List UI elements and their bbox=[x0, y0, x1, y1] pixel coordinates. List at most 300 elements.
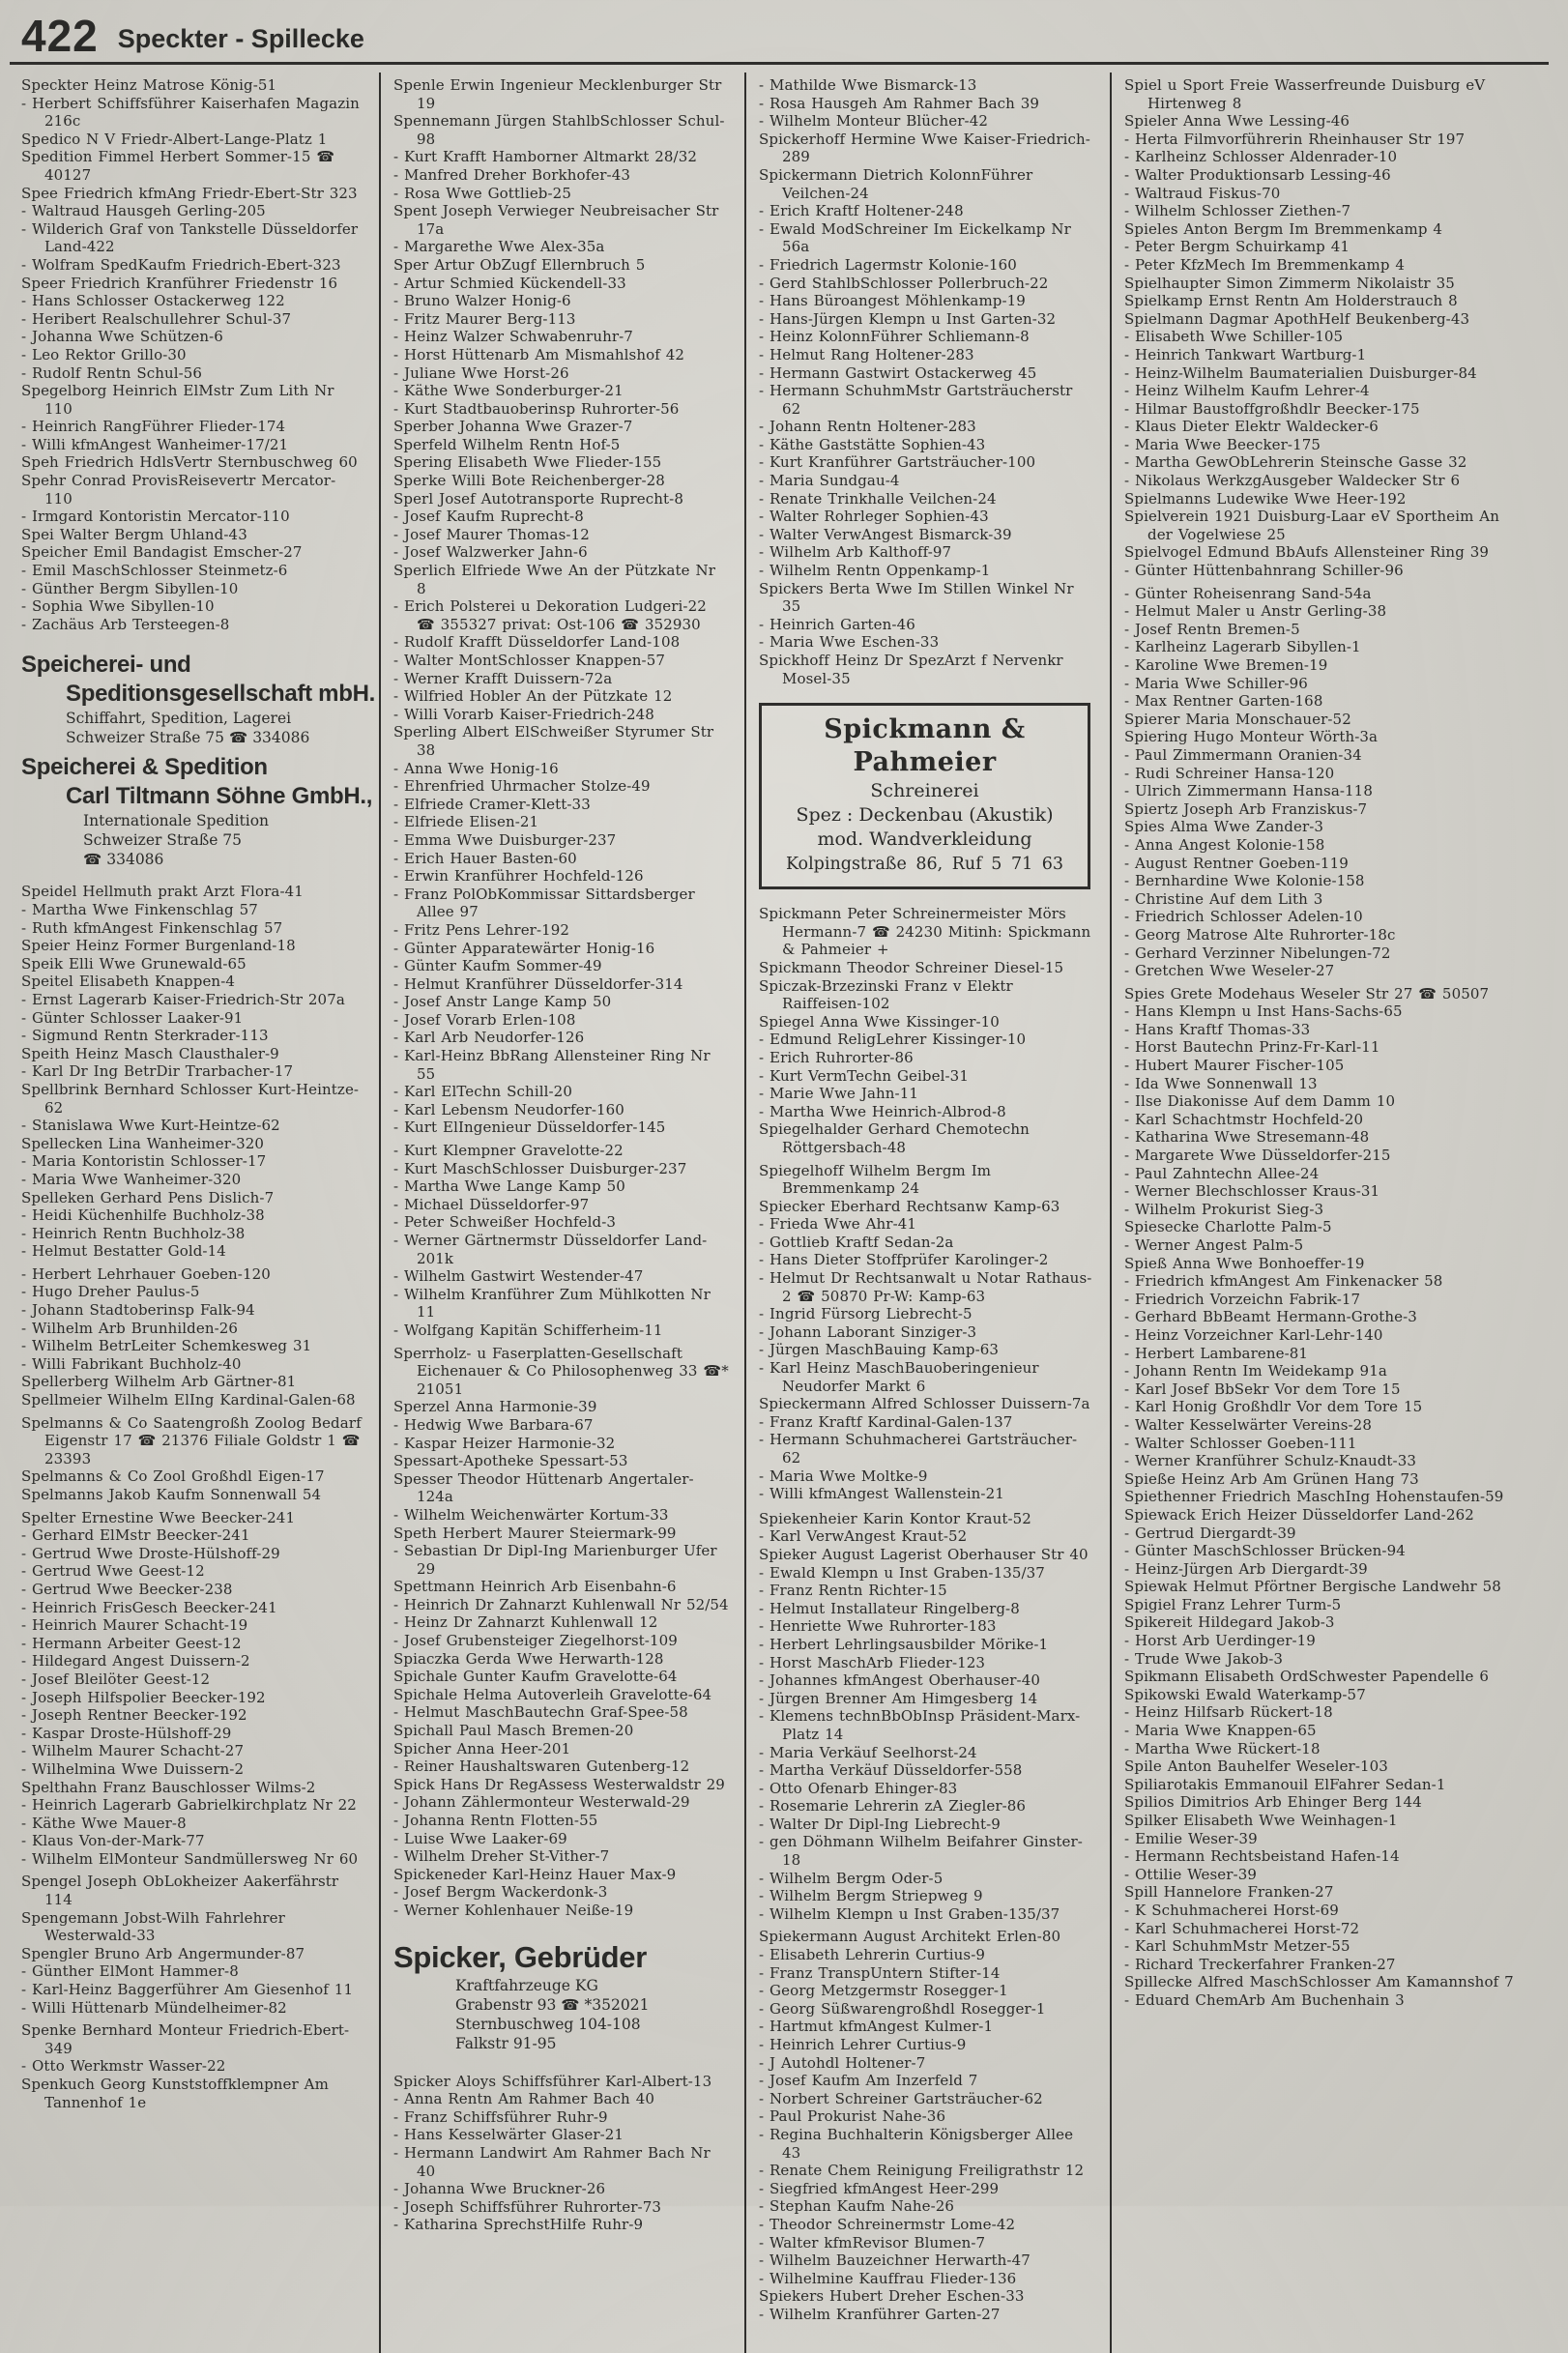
directory-subentry: - Karl VerwAngest Kraut-52 bbox=[759, 1527, 968, 1546]
directory-entry: Spicher Anna Heer-201 bbox=[393, 1739, 571, 1757]
directory-subentry: - Klaus Dieter Elektr Waldecker-6 bbox=[1124, 418, 1379, 436]
directory-subentry: - Hermann Gastwirt Ostackerweg 45 bbox=[759, 363, 1037, 382]
directory-subentry: - Reiner Haushaltswaren Gutenberg-12 bbox=[393, 1757, 690, 1776]
spacer bbox=[393, 1920, 729, 1935]
directory-subentry: - Stephan Kaufm Nahe-26 bbox=[759, 2197, 955, 2216]
directory-subentry: - Elfriede Elisen-21 bbox=[393, 813, 539, 831]
directory-subentry: - Wolfram SpedKaufm Friedrich-Ebert-323 bbox=[21, 255, 341, 274]
directory-subentry: - Gertrud Wwe Geest-12 bbox=[21, 1562, 205, 1581]
directory-subentry: - Erich Kraftf Holtener-248 bbox=[759, 202, 964, 220]
directory-entry: Speicher Emil Bandagist Emscher-27 bbox=[21, 543, 303, 562]
directory-subentry: - Günter Schlosser Laaker-91 bbox=[21, 1008, 244, 1027]
directory-subentry: - Karl Honig Großhdlr Vor dem Tore 15 bbox=[1124, 1398, 1423, 1416]
directory-subentry: - Maria Sundgau-4 bbox=[759, 472, 900, 490]
directory-subentry: - Hedwig Wwe Barbara-67 bbox=[393, 1415, 594, 1434]
directory-subentry: - Friedrich Schlosser Adelen-10 bbox=[1124, 908, 1363, 926]
column-2 bbox=[379, 73, 744, 2353]
directory-subentry: - Waltraud Hausgeh Gerling-205 bbox=[21, 202, 266, 220]
directory-entry: Spiekermann August Architekt Erlen-80 bbox=[759, 1928, 1061, 1946]
directory-entry: Spielhaupter Simon Zimmerm Nikolaistr 35 bbox=[1124, 274, 1455, 292]
directory-subentry: - August Rentner Goeben-119 bbox=[1124, 854, 1349, 872]
directory-subentry: - Wilhelm Arb Kalthoff-97 bbox=[759, 543, 952, 562]
directory-entry: Spickhoff Heinz Dr SpezArzt f Nervenkr Mosel-35 bbox=[759, 652, 1063, 687]
directory-subentry: - Josef Kaufm Ruprecht-8 bbox=[393, 508, 584, 526]
directory-subentry: - Heinrich Lehrer Curtius-9 bbox=[759, 2036, 967, 2053]
directory-subentry: - Helmut Dr Rechtsanwalt u Notar Rathaus-2 ☎ 50870 Pr-W: Kamp-63 bbox=[759, 1269, 1092, 1305]
directory-subentry: - Paul Zahntechn Allee-24 bbox=[1124, 1164, 1320, 1182]
directory-subentry: - Josef Rentn Bremen-5 bbox=[1124, 620, 1300, 638]
directory-subentry: - Georg Matrose Alte Ruhrorter-18c bbox=[1124, 925, 1396, 944]
directory-subentry: - K Schuhmacherei Horst-69 bbox=[1124, 1901, 1339, 1919]
directory-subentry: - Klaus Von-der-Mark-77 bbox=[21, 1832, 205, 1850]
directory-subentry: - Günter Kaufm Sommer-49 bbox=[393, 957, 602, 975]
directory-entry: Speier Heinz Former Burgenland-18 bbox=[21, 937, 296, 955]
directory-entry: Spielvogel Edmund BbAufs Allensteiner Ring 39 bbox=[1124, 543, 1490, 562]
directory-subentry: - Henriette Wwe Ruhrorter-183 bbox=[759, 1617, 997, 1636]
directory-subentry: - Kurt Krafft Hamborner Altmarkt 28/32 bbox=[393, 148, 697, 166]
directory-entry: Spill Hannelore Franken-27 bbox=[1124, 1883, 1334, 1902]
directory-subentry: - Gertrud Wwe Droste-Hülshoff-29 bbox=[21, 1544, 280, 1562]
directory-subentry: - Elfriede Cramer-Klett-33 bbox=[393, 795, 591, 813]
directory-subentry: - Ilse Diakonisse Auf dem Damm 10 bbox=[1124, 1092, 1396, 1111]
directory-subentry: - Wolfgang Kapitän Schifferheim-11 bbox=[393, 1321, 663, 1339]
directory-subentry: - Eduard ChemArb Am Buchenhain 3 bbox=[1124, 1990, 1405, 2009]
directory-entry: Speckter Heinz Matrose König-51 bbox=[21, 76, 277, 94]
ad-line: Speditionsgesellschaft mbH. bbox=[66, 681, 375, 708]
directory-entry: Spicker Aloys Schiffsführer Karl-Albert-13 bbox=[393, 2072, 712, 2090]
directory-subentry: - Anna Rentn Am Rahmer Bach 40 bbox=[393, 2090, 654, 2108]
directory-subentry: - Herbert Lambarene-81 bbox=[1124, 1344, 1309, 1362]
directory-subentry: - Rudi Schreiner Hansa-120 bbox=[1124, 764, 1335, 782]
directory-entry: Spedition Fimmel Herbert Sommer-15 ☎ 40127 bbox=[21, 148, 335, 184]
directory-subentry: - Wilhelm Rentn Oppenkamp-1 bbox=[759, 562, 991, 580]
directory-subentry: - Ottilie Weser-39 bbox=[1124, 1865, 1257, 1883]
directory-entry: Spikmann Elisabeth OrdSchwester Papendelle 6 bbox=[1124, 1668, 1489, 1686]
ad-line: ☎ 334086 bbox=[83, 851, 164, 869]
directory-subentry: - Renate Trinkhalle Veilchen-24 bbox=[759, 489, 997, 508]
directory-subentry: - Käthe Wwe Sonderburger-21 bbox=[393, 382, 624, 400]
directory-entry: Spielmann Dagmar ApothHelf Beukenberg-43 bbox=[1124, 309, 1470, 328]
directory-subentry: - Werner Kohlenhauer Neiße-19 bbox=[393, 1901, 634, 1919]
directory-entry: Spelmanns & Co Zool Großhdl Eigen-17 bbox=[21, 1467, 325, 1486]
directory-entry: Spieler Anna Wwe Lessing-46 bbox=[1124, 112, 1350, 131]
directory-subentry: - Wilhelm Klempn u Inst Graben-135/37 bbox=[759, 1904, 1060, 1923]
directory-subentry: - Hubert Maurer Fischer-105 bbox=[1124, 1057, 1345, 1075]
directory-entry: Spilios Dimitrios Arb Ehinger Berg 144 bbox=[1124, 1793, 1422, 1812]
directory-entry: Spenle Erwin Ingenieur Mecklenburger Str 19 bbox=[393, 76, 722, 112]
directory-subentry: - Gertrud Wwe Beecker-238 bbox=[21, 1580, 233, 1598]
header-rule bbox=[10, 62, 1549, 65]
directory-subentry: - Anna Wwe Honig-16 bbox=[393, 759, 559, 777]
directory-entry: Spielverein 1921 Duisburg-Laar eV Sportheim An der Vogelwiese 25 bbox=[1124, 508, 1499, 543]
directory-entry: Sperzel Anna Harmonie-39 bbox=[393, 1398, 597, 1416]
directory-entry: Spiecker Eberhard Rechtsanw Kamp-63 bbox=[759, 1197, 1060, 1215]
directory-entry: Spettmann Heinrich Arb Eisenbahn-6 bbox=[393, 1578, 677, 1596]
directory-subentry: - Siegfried kfmAngest Heer-299 bbox=[759, 2179, 1000, 2197]
directory-subentry: - Rosemarie Lehrerin zA Ziegler-86 bbox=[759, 1797, 1027, 1816]
ad-carl-tiltmann-soehne bbox=[21, 753, 373, 869]
directory-columns bbox=[19, 73, 1543, 2353]
directory-subentry: - Ingrid Fürsorg Liebrecht-5 bbox=[759, 1305, 973, 1323]
directory-subentry: - Ehrenfried Uhrmacher Stolze-49 bbox=[393, 777, 651, 796]
directory-subentry: - Heinz Hilfsarb Rückert-18 bbox=[1124, 1703, 1333, 1722]
directory-subentry: - Josef Kaufm Am Inzerfeld 7 bbox=[759, 2072, 978, 2090]
directory-entry: Spickers Berta Wwe Im Stillen Winkel Nr 35 bbox=[759, 579, 1074, 616]
directory-entry: Spedico N V Friedr-Albert-Lange-Platz 1 bbox=[21, 130, 328, 148]
directory-subentry: - Johanna Rentn Flotten-55 bbox=[393, 1812, 598, 1829]
directory-subentry: - Artur Schmied Kückendell-33 bbox=[393, 274, 626, 292]
directory-subentry: - Anna Angest Kolonie-158 bbox=[1124, 835, 1325, 854]
directory-subentry: - Walter Kesselwärter Vereins-28 bbox=[1124, 1415, 1372, 1434]
directory-subentry: - Bruno Walzer Honig-6 bbox=[393, 292, 571, 310]
directory-subentry: - Theodor Schreinermstr Lome-42 bbox=[759, 2215, 1016, 2233]
directory-entry: Spiewack Erich Heizer Düsseldorfer Land-262 bbox=[1124, 1505, 1474, 1524]
directory-subentry: - Franz TranspUntern Stifter-14 bbox=[759, 1963, 1001, 1982]
directory-subentry: - Karl ElTechn Schill-20 bbox=[393, 1083, 572, 1101]
directory-subentry: - Hans Schlosser Ostackerweg 122 bbox=[21, 292, 285, 310]
directory-subentry: - Emil MaschSchlosser Steinmetz-6 bbox=[21, 562, 288, 580]
directory-entry: Spiegelhoff Wilhelm Bergm Im Bremmenkamp 24 bbox=[759, 1161, 992, 1198]
directory-subentry: - Wilhelm Schlosser Ziethen-7 bbox=[1124, 202, 1351, 220]
directory-subentry: - Trude Wwe Jakob-3 bbox=[1124, 1649, 1284, 1668]
directory-subentry: - Hans Klempn u Inst Hans-Sachs-65 bbox=[1124, 1002, 1403, 1021]
directory-entry: Sperfeld Wilhelm Rentn Hof-5 bbox=[393, 435, 621, 453]
spacer bbox=[759, 897, 1094, 905]
page-header bbox=[19, 11, 1543, 62]
directory-subentry: - Wilhelmina Wwe Duissern-2 bbox=[21, 1759, 245, 1778]
directory-entry: Spiekers Hubert Dreher Eschen-33 bbox=[759, 2287, 1025, 2306]
directory-subentry: - Peter KfzMech Im Bremmenkamp 4 bbox=[1124, 255, 1406, 274]
directory-entry: Spiering Hugo Monteur Wörth-3a bbox=[1124, 728, 1379, 746]
directory-subentry: - Klemens technBbObInsp Präsident-Marx-Platz 14 bbox=[759, 1707, 1081, 1743]
directory-subentry: - Hermann Schuhmacherei Gartsträucher-62 bbox=[759, 1431, 1078, 1467]
directory-entry: Spickermann Dietrich KolonnFührer Veilchen-24 bbox=[759, 165, 1033, 202]
directory-subentry: - Joseph Hilfspolier Beecker-192 bbox=[21, 1688, 266, 1706]
ad-line: Speicherei & Spedition bbox=[21, 754, 268, 781]
directory-subentry: - Helmut MaschBautechn Graf-Spee-58 bbox=[393, 1703, 688, 1722]
directory-subentry: - Paul Zimmermann Oranien-34 bbox=[1124, 745, 1362, 764]
page-number: 422 bbox=[21, 11, 99, 61]
directory-entry: Speik Elli Wwe Grunewald-65 bbox=[21, 954, 247, 973]
directory-subentry: - Gerd StahlbSchlosser Pollerbruch-22 bbox=[759, 274, 1049, 292]
directory-subentry: - Karl Schuhmacherei Horst-72 bbox=[1124, 1919, 1360, 1937]
directory-subentry: - Heinz-Wilhelm Baumaterialien Duisburger-84 bbox=[1124, 363, 1477, 382]
ad-spicker-gebrueder bbox=[393, 1939, 729, 2053]
directory-subentry: - Hans Büroangest Möhlenkamp-19 bbox=[759, 292, 1026, 310]
directory-entry: Spesser Theodor Hüttenarb Angertaler-124a bbox=[393, 1469, 694, 1506]
directory-subentry: - Hermann Arbeiter Geest-12 bbox=[21, 1634, 242, 1652]
directory-entry: Spieles Anton Bergm Im Bremmenkamp 4 bbox=[1124, 219, 1443, 238]
directory-entry: Spikereit Hildegard Jakob-3 bbox=[1124, 1613, 1335, 1632]
directory-subentry: - Walter kfmRevisor Blumen-7 bbox=[759, 2233, 986, 2251]
directory-subentry: - Jürgen MaschBauing Kamp-63 bbox=[759, 1341, 1000, 1359]
directory-subentry: - Werner Gärtnermstr Düsseldorfer Land-201k bbox=[393, 1232, 708, 1267]
directory-entry: Spichall Paul Masch Bremen-20 bbox=[393, 1722, 634, 1740]
directory-subentry: - Fritz Pens Lehrer-192 bbox=[393, 920, 570, 939]
directory-entry: Sperke Willi Bote Reichenberger-28 bbox=[393, 472, 665, 490]
directory-subentry: - Günter Roheisenrang Sand-54a bbox=[1124, 584, 1372, 602]
directory-subentry: - Georg Süßwarengroßhdl Rosegger-1 bbox=[759, 1999, 1046, 2018]
directory-subentry: - Gerhard BbBeamt Hermann-Grothe-3 bbox=[1124, 1308, 1417, 1326]
directory-subentry: - Günter MaschSchlosser Brücken-94 bbox=[1124, 1542, 1406, 1560]
directory-subentry: - Heinrich RangFührer Flieder-174 bbox=[21, 418, 286, 436]
directory-subentry: - Michael Düsseldorfer-97 bbox=[393, 1195, 590, 1213]
directory-subentry: - Heinz-Jürgen Arb Diergardt-39 bbox=[1124, 1559, 1368, 1578]
directory-subentry: - Friedrich Vorzeichn Fabrik-17 bbox=[1124, 1290, 1361, 1308]
directory-subentry: - Ewald Klempn u Inst Graben-135/37 bbox=[759, 1563, 1045, 1582]
directory-subentry: - Josef Grubensteiger Ziegelhorst-109 bbox=[393, 1632, 678, 1650]
ad-line: Falkstr 91-95 bbox=[455, 2034, 557, 2052]
directory-subentry: - Sophia Wwe Sibyllen-10 bbox=[21, 597, 215, 616]
directory-subentry: - Karlheinz Lagerarb Sibyllen-1 bbox=[1124, 638, 1361, 656]
directory-entry: Spegelborg Heinrich ElMstr Zum Lith Nr 110 bbox=[21, 382, 334, 418]
directory-subentry: - Walter Rohrleger Sophien-43 bbox=[759, 508, 989, 526]
directory-subentry: - Franz PolObKommissar Sittardsberger Allee 97 bbox=[393, 885, 695, 921]
directory-subentry: - Horst Arb Uerdinger-19 bbox=[1124, 1632, 1316, 1650]
directory-subentry: - Luise Wwe Laaker-69 bbox=[393, 1829, 567, 1847]
directory-entry: Spelter Ernestine Wwe Beecker-241 bbox=[21, 1508, 296, 1526]
directory-subentry: - Maria Wwe Eschen-33 bbox=[759, 633, 940, 652]
directory-subentry: - Heinz Vorzeichner Karl-Lehr-140 bbox=[1124, 1325, 1383, 1344]
directory-subentry: - Horst Hüttenarb Am Mismahlshof 42 bbox=[393, 345, 685, 363]
directory-subentry: - Josef Maurer Thomas-12 bbox=[393, 525, 590, 543]
directory-entry: Spickeneder Karl-Heinz Hauer Max-9 bbox=[393, 1865, 677, 1883]
directory-entry: Spile Anton Bauhelfer Weseler-103 bbox=[1124, 1757, 1388, 1776]
directory-entry: Spiekenheier Karin Kontor Kraut-52 bbox=[759, 1509, 1031, 1527]
directory-subentry: - Emilie Weser-39 bbox=[1124, 1829, 1258, 1847]
directory-entry: Spellbrink Bernhard Schlosser Kurt-Heintze-62 bbox=[21, 1080, 360, 1117]
directory-subentry: - Emma Wwe Duisburger-237 bbox=[393, 830, 617, 849]
directory-subentry: - Kurt Klempner Gravelotte-22 bbox=[393, 1142, 624, 1160]
directory-entry: Spiczak-Brzezinski Franz v Elektr Raiffeisen-102 bbox=[759, 976, 1013, 1013]
directory-entry: Spikowski Ewald Waterkamp-57 bbox=[1124, 1685, 1366, 1703]
directory-entry: Spies Grete Modehaus Weseler Str 27 ☎ 50507 bbox=[1124, 984, 1490, 1002]
directory-entry: Spee Friedrich kfmAng Friedr-Ebert-Str 323 bbox=[21, 184, 358, 202]
directory-entry: Spiliarotakis Emmanouil ElFahrer Sedan-1 bbox=[1124, 1775, 1446, 1793]
directory-subentry: - Margarete Wwe Düsseldorfer-215 bbox=[1124, 1147, 1391, 1165]
directory-subentry: - Otto Werkmstr Wasser-22 bbox=[21, 2057, 226, 2076]
directory-subentry: - Heinrich Garten-46 bbox=[759, 615, 915, 633]
directory-subentry: - Martha Wwe Rückert-18 bbox=[1124, 1739, 1321, 1757]
directory-subentry: - Hilmar Baustoffgroßhdlr Beecker-175 bbox=[1124, 399, 1420, 418]
directory-subentry: - Willi kfmAngest Wallenstein-21 bbox=[759, 1485, 1004, 1503]
directory-subentry: - Josef Walzwerker Jahn-6 bbox=[393, 543, 588, 562]
directory-subentry: - Fritz Maurer Berg-113 bbox=[393, 309, 576, 328]
directory-subentry: - Hermann SchuhmMstr Gartsträucherstr 62 bbox=[759, 382, 1073, 418]
directory-subentry: - Heinz Walzer Schwabenruhr-7 bbox=[393, 328, 633, 346]
ad-line: Schiffahrt, Spedition, Lagerei bbox=[66, 710, 292, 728]
directory-subentry: - Friedrich kfmAngest Am Finkenacker 58 bbox=[1124, 1272, 1443, 1291]
column-4 bbox=[1110, 73, 1543, 2353]
directory-entry: Sperling Albert ElSchweißer Styrumer Str 38 bbox=[393, 723, 714, 759]
directory-subentry: - Zachäus Arb Tersteegen-8 bbox=[21, 615, 230, 633]
directory-subentry: - Irmgard Kontoristin Mercator-110 bbox=[21, 508, 290, 526]
directory-subentry: - Stanislawa Wwe Kurt-Heintze-62 bbox=[21, 1117, 280, 1135]
directory-entry: Spelleken Gerhard Pens Dislich-7 bbox=[21, 1188, 275, 1206]
directory-entry: Spellecken Lina Wanheimer-320 bbox=[21, 1134, 265, 1152]
directory-subentry: - Max Rentner Garten-168 bbox=[1124, 692, 1323, 711]
directory-subentry: - Herta Filmvorführerin Rheinhauser Str 197 bbox=[1124, 130, 1466, 148]
directory-subentry: - Werner Angest Palm-5 bbox=[1124, 1236, 1304, 1254]
directory-subentry: - Franz Rentn Richter-15 bbox=[759, 1582, 947, 1600]
directory-subentry: - Ulrich Zimmermann Hansa-118 bbox=[1124, 782, 1373, 800]
directory-subentry: - Maria Wwe Moltke-9 bbox=[759, 1467, 928, 1485]
directory-subentry: - Helmut Bestatter Gold-14 bbox=[21, 1242, 226, 1261]
directory-subentry: - Peter Schweißer Hochfeld-3 bbox=[393, 1213, 617, 1232]
directory-entry: Spiewak Helmut Pförtner Bergische Landwehr 58 bbox=[1124, 1578, 1501, 1596]
directory-subentry: - J Autohdl Holtener-7 bbox=[759, 2053, 926, 2072]
directory-subentry: - Karl Heinz MaschBauoberingenieur Neudorfer Markt 6 bbox=[759, 1359, 1039, 1395]
directory-subentry: - Rosa Wwe Gottlieb-25 bbox=[393, 184, 571, 202]
directory-entry: Spelthahn Franz Bauschlosser Wilms-2 bbox=[21, 1778, 316, 1796]
directory-subentry: - Martha Wwe Heinrich-Albrod-8 bbox=[759, 1102, 1006, 1120]
spacer bbox=[759, 687, 1094, 697]
ad-line: Speicherei- und bbox=[21, 652, 191, 679]
ad-line: Internationale Spedition bbox=[83, 812, 270, 830]
directory-entry: Spessart-Apotheke Spessart-53 bbox=[393, 1452, 628, 1470]
directory-subentry: - Willi Fabrikant Buchholz-40 bbox=[21, 1354, 242, 1373]
directory-subentry: - Richard Treckerfahrer Franken-27 bbox=[1124, 1955, 1396, 1973]
directory-subentry: - Walter VerwAngest Bismarck-39 bbox=[759, 525, 1012, 543]
directory-subentry: - Martha Wwe Finkenschlag 57 bbox=[21, 901, 258, 918]
directory-subentry: - Kurt VermTechn Geibel-31 bbox=[759, 1066, 969, 1085]
directory-subentry: - Johannes kfmAngest Oberhauser-40 bbox=[759, 1671, 1040, 1690]
ad-line: Grabenstr 93 ☎ *352021 bbox=[455, 1995, 650, 2014]
directory-subentry: - Rosa Hausgeh Am Rahmer Bach 39 bbox=[759, 94, 1040, 112]
directory-subentry: - Hermann Landwirt Am Rahmer Bach Nr 40 bbox=[393, 2143, 711, 2180]
directory-subentry: - Josef Vorarb Erlen-108 bbox=[393, 1010, 576, 1029]
directory-entry: Spiegelhalder Gerhard Chemotechn Röttgersbach-48 bbox=[759, 1120, 1030, 1156]
directory-entry: Spies Alma Wwe Zander-3 bbox=[1124, 818, 1324, 836]
directory-subentry: - Johanna Wwe Schützen-6 bbox=[21, 328, 223, 346]
directory-subentry: - Wilderich Graf von Tankstelle Düsseldorfer Land-422 bbox=[21, 219, 359, 256]
directory-subentry: - Maria Wwe Knappen-65 bbox=[1124, 1722, 1317, 1740]
directory-subentry: - Helmut Installateur Ringelberg-8 bbox=[759, 1599, 1020, 1617]
directory-subentry: - Erich Hauer Basten-60 bbox=[393, 849, 577, 867]
directory-subentry: - Josef Bergm Wackerdonk-3 bbox=[393, 1883, 608, 1902]
directory-subentry: - Hans Kraftf Thomas-33 bbox=[1124, 1020, 1311, 1038]
directory-subentry: - Heinz Wilhelm Kaufm Lehrer-4 bbox=[1124, 382, 1370, 400]
directory-entry: Spigiel Franz Lehrer Turm-5 bbox=[1124, 1595, 1342, 1613]
directory-entry: Spillecke Alfred MaschSchlosser Am Kamannshof 7 bbox=[1124, 1973, 1514, 1991]
directory-subentry: - Maria Verkäuf Seelhorst-24 bbox=[759, 1743, 977, 1761]
directory-subentry: - Heinrich Tankwart Wartburg-1 bbox=[1124, 345, 1367, 363]
directory-subentry: - Karl-Heinz Baggerführer Am Giesenhof 11 bbox=[21, 1981, 354, 1999]
directory-subentry: - Kurt Stadtbauoberinsp Ruhrorter-56 bbox=[393, 399, 680, 418]
directory-subentry: - Heribert Realschullehrer Schul-37 bbox=[21, 309, 292, 328]
directory-subentry: - Martha GewObLehrerin Steinsche Gasse 32 bbox=[1124, 453, 1467, 472]
directory-subentry: - Willi kfmAngest Wanheimer-17/21 bbox=[21, 435, 289, 453]
directory-subentry: - Joseph Rentner Beecker-192 bbox=[21, 1706, 247, 1725]
directory-subentry: - Norbert Schreiner Gartsträucher-62 bbox=[759, 2089, 1043, 2107]
directory-subentry: - Paul Prokurist Nahe-36 bbox=[759, 2107, 946, 2126]
directory-entry: Spiethenner Friedrich MaschIng Hohenstaufen-59 bbox=[1124, 1488, 1504, 1506]
directory-subentry: - Wilhelm BetrLeiter Schemkesweg 31 bbox=[21, 1337, 312, 1355]
ad-line: Kolpingstraße 86, Ruf 5 71 63 bbox=[785, 855, 1064, 875]
directory-subentry: - Peter Bergm Schuirkamp 41 bbox=[1124, 238, 1350, 256]
directory-subentry: - Werner Kranführer Schulz-Knaudt-33 bbox=[1124, 1452, 1417, 1470]
directory-entry: Spiel u Sport Freie Wasserfreunde Duisburg eV Hirtenweg 8 bbox=[1124, 76, 1486, 112]
directory-subentry: - Leo Rektor Grillo-30 bbox=[21, 345, 187, 363]
ad-line: Schreinerei bbox=[870, 780, 979, 802]
directory-entry: Speh Friedrich HdlsVertr Sternbuschweg 60 bbox=[21, 453, 358, 472]
directory-subentry: - Karl-Heinz BbRang Allensteiner Ring Nr 55 bbox=[393, 1047, 711, 1083]
directory-entry: Spielkamp Ernst Rentn Am Holderstrauch 8 bbox=[1124, 292, 1458, 310]
directory-entry: Speer Friedrich Kranführer Friedenstr 16 bbox=[21, 274, 338, 292]
column-1 bbox=[19, 73, 379, 2353]
directory-subentry: - Heinz Dr Zahnarzt Kuhlenwall 12 bbox=[393, 1613, 658, 1632]
directory-entry: Spichale Helma Autoverleih Gravelotte-64 bbox=[393, 1685, 712, 1703]
spacer bbox=[759, 1503, 1094, 1510]
directory-subentry: - Wilhelm Prokurist Sieg-3 bbox=[1124, 1200, 1324, 1218]
directory-subentry: - Herbert Lehrlingsausbilder Mörike-1 bbox=[759, 1635, 1049, 1653]
directory-entry: Spilker Elisabeth Wwe Weinhagen-1 bbox=[1124, 1812, 1398, 1829]
directory-subentry: - Johann Rentn Holtener-283 bbox=[759, 418, 976, 436]
directory-subentry: - Marie Wwe Jahn-11 bbox=[759, 1085, 918, 1103]
directory-subentry: - Karl Arb Neudorfer-126 bbox=[393, 1029, 585, 1047]
directory-subentry: - Willi Hüttenarb Mündelheimer-82 bbox=[21, 1998, 287, 2017]
ad-speicherei-speditionsgesellschaft bbox=[21, 651, 375, 747]
directory-entry: Spenkuch Georg Kunststoffklempner Am Tannenhof 1e bbox=[21, 2076, 329, 2111]
ad-line: Spickmann & Pahmeier bbox=[824, 714, 1026, 778]
directory-subentry: - Heinrich Rentn Buchholz-38 bbox=[21, 1224, 246, 1242]
directory-entry: Spenke Bernhard Monteur Friedrich-Ebert-349 bbox=[21, 2021, 350, 2057]
directory-entry: Spieckermann Alfred Schlosser Duissern-7a bbox=[759, 1395, 1090, 1413]
ad-line: Kraftfahrzeuge KG bbox=[455, 1976, 598, 1994]
directory-subentry: - Ernst Lagerarb Kaiser-Friedrich-Str 207a bbox=[21, 990, 345, 1008]
spacer bbox=[393, 2059, 729, 2073]
spacer bbox=[21, 875, 363, 883]
directory-subentry: - Hildegard Angest Duissern-2 bbox=[21, 1652, 250, 1670]
directory-subentry: - Johann Rentn Im Weidekamp 91a bbox=[1124, 1362, 1387, 1380]
directory-entry: Sper Artur ObZugf Ellernbruch 5 bbox=[393, 255, 646, 274]
directory-subentry: - Willi Vorarb Kaiser-Friedrich-248 bbox=[393, 705, 654, 723]
directory-subentry: - Johann Stadtoberinsp Falk-94 bbox=[21, 1301, 255, 1320]
directory-subentry: - Ruth kfmAngest Finkenschlag 57 bbox=[21, 918, 283, 937]
ad-line: mod. Wandverkleidung bbox=[817, 828, 1032, 851]
directory-entry: Spiertz Joseph Arb Franziskus-7 bbox=[1124, 799, 1368, 818]
directory-subentry: - Frieda Wwe Ahr-41 bbox=[759, 1215, 917, 1234]
directory-subentry: - Martha Verkäuf Düsseldorfer-558 bbox=[759, 1761, 1023, 1780]
directory-subentry: - Helmut Kranführer Düsseldorfer-314 bbox=[393, 974, 683, 993]
directory-entry: Spieß Anna Wwe Bonhoeffer-19 bbox=[1124, 1254, 1365, 1272]
directory-entry: Sperrholz- u Faserplatten-Gesellschaft Eichenauer & Co Philosophenweg 33 ☎* 21051 bbox=[393, 1344, 729, 1398]
directory-subentry: - Rudolf Krafft Düsseldorfer Land-108 bbox=[393, 633, 681, 652]
ad-spickmann-pahmeier bbox=[759, 703, 1090, 889]
directory-subentry: - Jürgen Brenner Am Himgesberg 14 bbox=[759, 1689, 1038, 1707]
directory-subentry: - Josef Anstr Lange Kamp 50 bbox=[393, 993, 612, 1011]
directory-entry: Spei Walter Bergm Uhland-43 bbox=[21, 525, 247, 543]
directory-subentry: - Helmut Maler u Anstr Gerling-38 bbox=[1124, 602, 1387, 621]
directory-subentry: - Kurt MaschSchlosser Duisburger-237 bbox=[393, 1159, 687, 1177]
ad-line: Sternbuschweg 104-108 bbox=[455, 2015, 641, 2033]
directory-entry: Spering Elisabeth Wwe Flieder-155 bbox=[393, 453, 662, 472]
directory-subentry: - Hans Kesselwärter Glaser-21 bbox=[393, 2126, 624, 2144]
directory-subentry: - Hermann Rechtsbeistand Hafen-14 bbox=[1124, 1847, 1400, 1866]
directory-subentry: - Kaspar Droste-Hülshoff-29 bbox=[21, 1724, 232, 1742]
directory-subentry: - Maria Kontoristin Schlosser-17 bbox=[21, 1152, 267, 1171]
directory-subentry: - Sigmund Rentn Sterkrader-113 bbox=[21, 1027, 269, 1045]
directory-entry: Spickmann Theodor Schreiner Diesel-15 bbox=[759, 958, 1064, 976]
directory-subentry: - Walter Schlosser Goeben-111 bbox=[1124, 1434, 1357, 1452]
directory-entry: Sperl Josef Autotransporte Ruprecht-8 bbox=[393, 489, 683, 508]
directory-subentry: - Karl Schachtmstr Hochfeld-20 bbox=[1124, 1110, 1364, 1128]
directory-subentry: - Karl SchuhmMstr Metzer-55 bbox=[1124, 1937, 1350, 1956]
directory-subentry: - Martha Wwe Lange Kamp 50 bbox=[393, 1177, 625, 1196]
directory-entry: Spiaczka Gerda Wwe Herwarth-128 bbox=[393, 1649, 664, 1668]
directory-entry: Spehr Conrad ProvisReisevertr Mercator-110 bbox=[21, 472, 336, 508]
ad-line: Spez : Deckenbau (Akustik) bbox=[796, 804, 1054, 827]
